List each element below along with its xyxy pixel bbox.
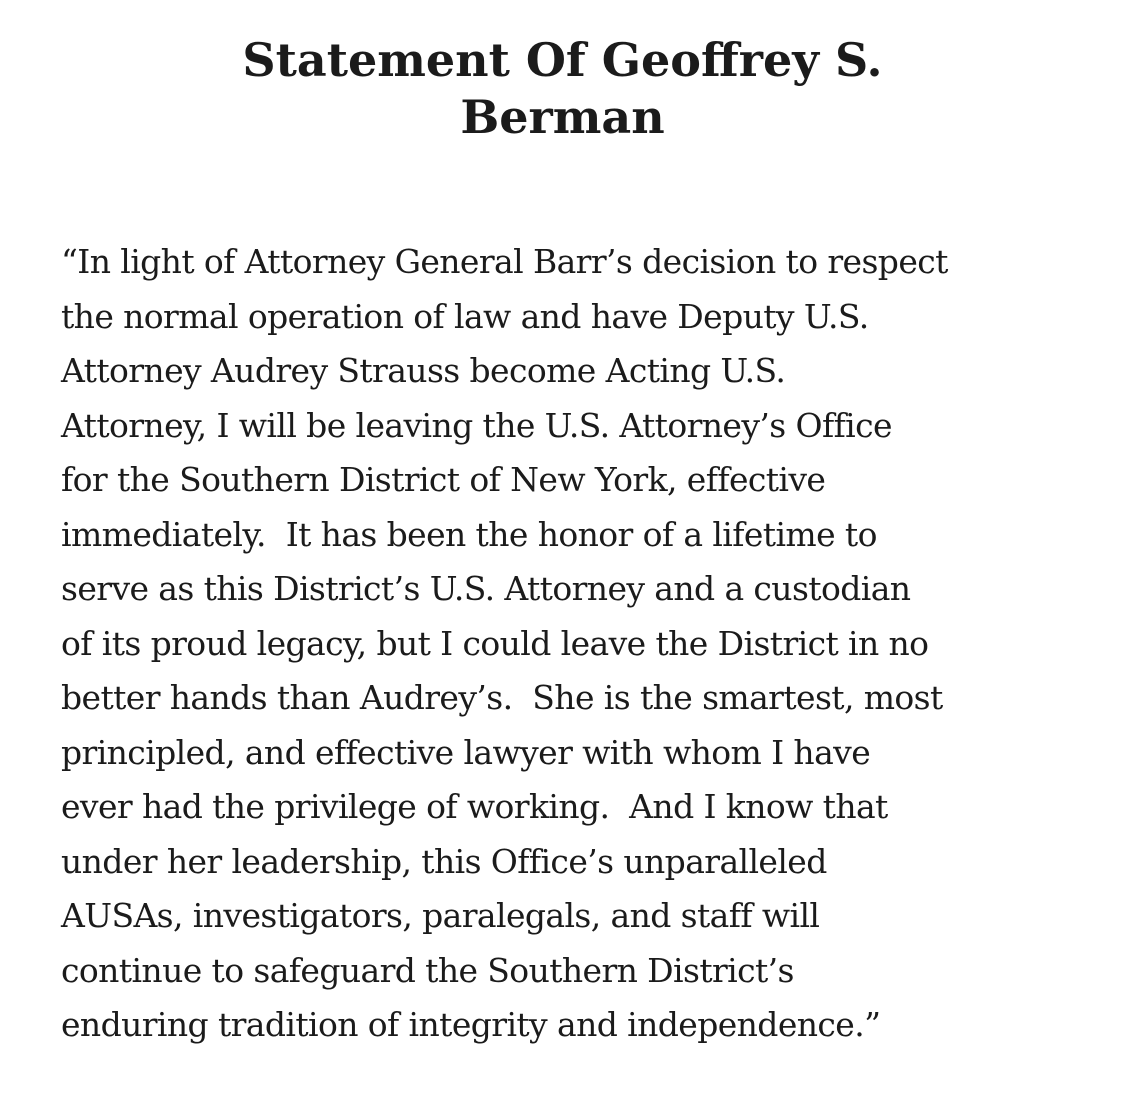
statement-line: AUSAs, investigators, paralegals, and staff will <box>61 896 820 935</box>
statement-line: principled, and effective lawyer with whom I have <box>61 732 871 772</box>
statement-body <box>61 235 1101 1053</box>
statement-line: enduring tradition of integrity and independence.” <box>61 1005 881 1044</box>
page-title <box>60 32 1065 146</box>
statement-line: ever had the privilege of working. And I know that <box>61 787 888 826</box>
title-line-2: Berman <box>460 90 665 144</box>
title-line-1: Statement Of Geoffrey S. <box>242 33 883 87</box>
statement-line: Attorney Audrey Strauss become Acting U.S. <box>61 351 786 390</box>
statement-line: Attorney, I will be leaving the U.S. Attorney’s Office <box>61 405 892 445</box>
statement-line: of its proud legacy, but I could leave the District in no <box>61 623 929 663</box>
statement-line: under her leadership, this Office’s unparalleled <box>61 841 827 881</box>
statement-line: better hands than Audrey’s. She is the smartest, most <box>61 678 943 717</box>
statement-line: continue to safeguard the Southern District’s <box>61 950 794 990</box>
statement-line: serve as this District’s U.S. Attorney and a custodian <box>61 569 911 608</box>
statement-line: the normal operation of law and have Deputy U.S. <box>61 296 869 336</box>
statement-line: for the Southern District of New York, effective <box>61 460 826 499</box>
statement-line: immediately. It has been the honor of a lifetime to <box>61 514 877 554</box>
statement-line: “In light of Attorney General Barr’s decision to respect <box>61 242 948 281</box>
